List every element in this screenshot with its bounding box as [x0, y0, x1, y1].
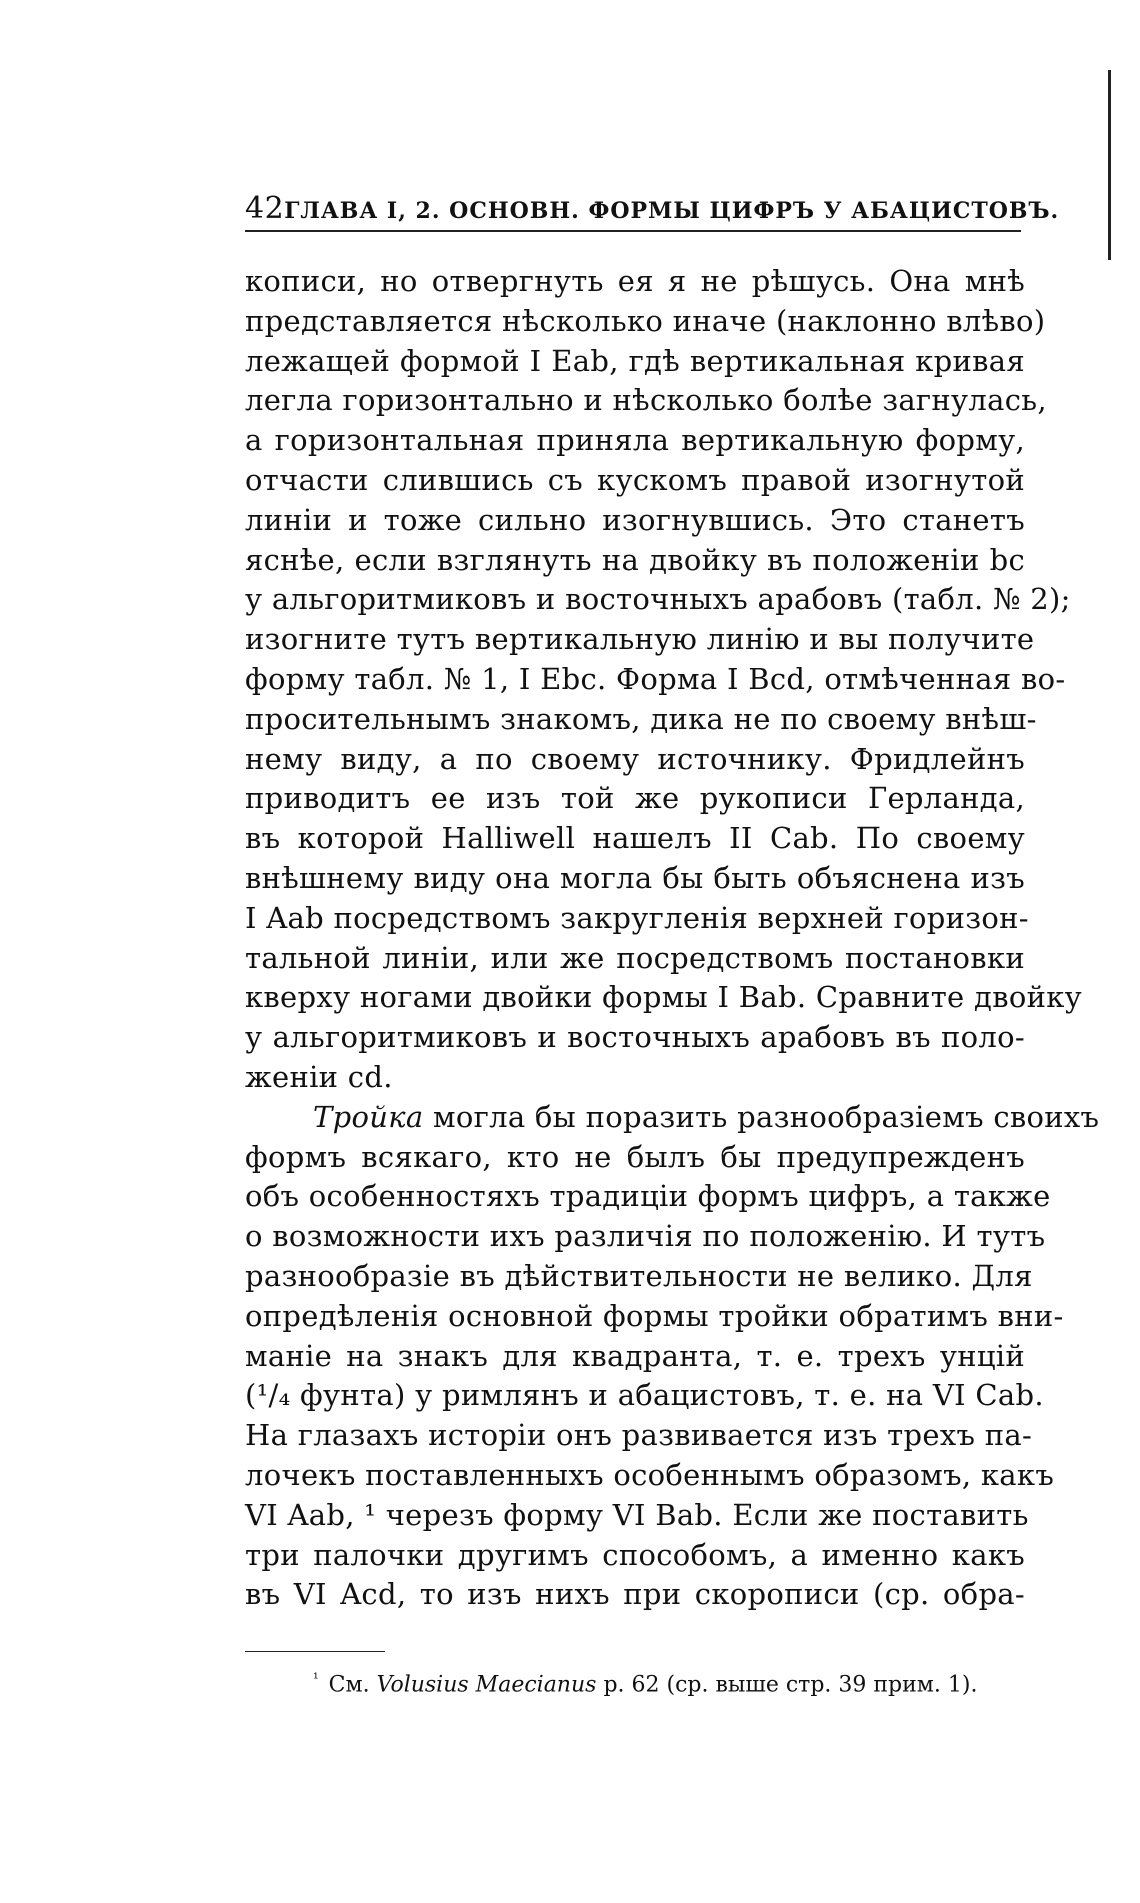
text-line: въ VI Acd, то изъ нихъ при скорописи (ср. обра- — [245, 1577, 1025, 1612]
chapter-title: ГЛАВА I, 2. ОСНОВН. ФОРМЫ ЦИФРЪ У АБАЦИСТОВЪ. — [284, 198, 1060, 224]
text-line: яснѣе, если взглянуть на двойку въ положеніи bc — [245, 542, 1025, 577]
text-fragment: могла бы поразить разнообразіемъ своихъ — [432, 1099, 1100, 1134]
text-line: а горизонтальная приняла вертикальную форму, — [245, 423, 1025, 458]
footnote-reference: p. 62 (ср. выше стр. 39 прим. 1). — [603, 1672, 978, 1698]
paragraph-start-line — [245, 1098, 1100, 1138]
body-text — [245, 262, 1100, 1615]
text-line: о возможности ихъ различія по положенію. И тутъ — [245, 1219, 1046, 1254]
text-line: разнообразіе въ дѣйствительности не велико. Для — [245, 1258, 1033, 1293]
text-line: отчасти слившись съ кускомъ правой изогнутой — [245, 462, 1025, 497]
text-line: кверху ногами двойки формы I Bab. Сравните двойку — [245, 980, 1082, 1015]
footnote-author: Volusius Maecianus — [376, 1672, 597, 1698]
text-line: На глазахъ исторіи онъ развивается изъ трехъ па- — [245, 1418, 1033, 1453]
term-troika: Тройка — [313, 1099, 424, 1134]
text-line: лочекъ поставленныхъ особеннымъ образомъ, какъ — [245, 1457, 1055, 1492]
page-number: 42 — [245, 191, 285, 226]
text-line: лежащей формой I Eab, гдѣ вертикальная кривая — [245, 343, 1025, 378]
text-line: изогните тутъ вертикальную линію и вы получите — [245, 622, 1035, 657]
footnote-rule — [245, 1651, 385, 1652]
text-line: тальной линіи, или же посредствомъ постановки — [245, 940, 1025, 975]
text-line: у альгоритмиковъ и восточныхъ арабовъ въ поло- — [245, 1020, 1025, 1055]
scan-edge-line — [1108, 70, 1111, 260]
text-line: объ особенностяхъ традиціи формъ цифръ, а также — [245, 1179, 1051, 1214]
text-line: опредѣленія основной формы тройки обратимъ вни- — [245, 1298, 1064, 1333]
text-line: легла горизонтально и нѣсколько болѣе загнулась, — [245, 383, 1047, 418]
text-line: формъ всякаго, кто не былъ бы предупрежденъ — [245, 1139, 1025, 1174]
text-line: маніе на знакъ для квадранта, т. е. трехъ унцій — [245, 1338, 1025, 1373]
running-head — [245, 190, 1060, 228]
footnote-prefix: См. — [328, 1672, 370, 1698]
text-line: форму табл. № 1, I Ebc. Форма I Bcd, отмѣченная во- — [245, 661, 1066, 696]
text-line: нему виду, а по своему источнику. Фридлейнъ — [245, 741, 1025, 776]
text-line: I Aab посредствомъ закругленія верхней горизон- — [245, 900, 1029, 935]
page — [245, 190, 1100, 1700]
footnote-mark: ¹ — [313, 1671, 319, 1688]
text-line: (¹/₄ фунта) у римлянъ и абацистовъ, т. е. на VI Cab. — [245, 1378, 1044, 1413]
header-rule — [245, 230, 1021, 232]
text-line: линіи и тоже сильно изогнувшись. Это станетъ — [245, 502, 1025, 537]
text-line: три палочки другимъ способомъ, а именно какъ — [245, 1537, 1025, 1572]
text-line: въ которой Halliwell нашелъ II Cab. По своему — [245, 821, 1025, 856]
text-line: у альгоритмиковъ и восточныхъ арабовъ (табл. № 2); — [245, 582, 1071, 617]
text-line: кописи, но отвергнуть ея я не рѣшусь. Она мнѣ — [245, 264, 1025, 298]
text-line: VI Aab, ¹ черезъ форму VI Bab. Если же поставить — [245, 1497, 1029, 1532]
text-line: женіи cd. — [245, 1059, 393, 1094]
text-line: просительнымъ знакомъ, дика не по своему внѣш- — [245, 701, 1037, 736]
footnote — [245, 1664, 1025, 1700]
text-line: представляется нѣсколько иначе (наклонно влѣво) — [245, 303, 1046, 338]
text-line: внѣшнему виду она могла бы быть объяснена изъ — [245, 860, 1025, 895]
text-line: приводитъ ее изъ той же рукописи Герланда, — [245, 781, 1025, 816]
